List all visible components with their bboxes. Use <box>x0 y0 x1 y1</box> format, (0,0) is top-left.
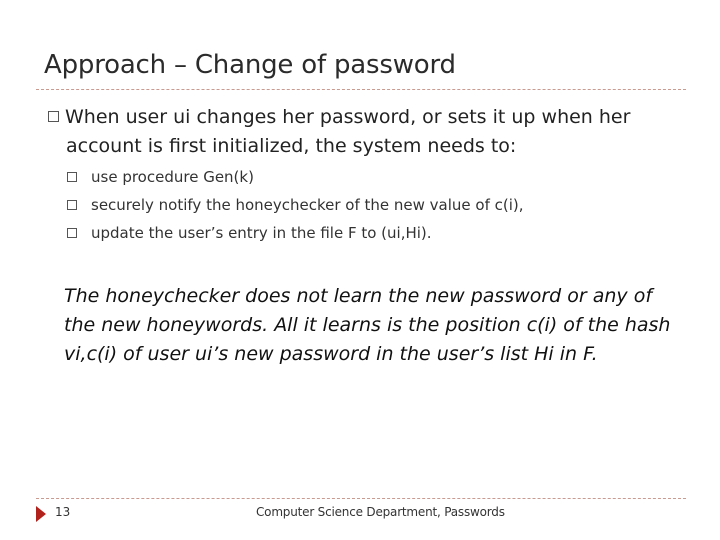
note-line: vi,c(i) of user ui’s new password in the user’s list Hi in F. <box>64 343 598 365</box>
sub-bullet-text: update the user’s entry in the file F to (ui,Hi). <box>91 224 432 242</box>
italic-note <box>64 282 694 369</box>
checkbox-bullet-icon <box>67 228 77 238</box>
checkbox-bullet-icon <box>48 111 59 122</box>
list-item <box>67 191 687 219</box>
main-bullet <box>48 103 688 161</box>
checkbox-bullet-icon <box>67 200 77 210</box>
sub-bullet-text: use procedure Gen(k) <box>91 168 254 186</box>
main-bullet-text-1: When user ui changes her password, or sets it up when her <box>65 106 631 128</box>
sub-bullet-list <box>67 163 687 247</box>
note-line: the new honeywords. All it learns is the position c(i) of the hash <box>64 314 671 336</box>
main-bullet-text-2: account is first initialized, the system needs to: <box>66 135 517 157</box>
title-divider <box>36 89 686 90</box>
checkbox-bullet-icon <box>67 172 77 182</box>
triangle-arrow-icon <box>36 506 46 522</box>
list-item <box>67 163 687 191</box>
page-number: 13 <box>55 505 71 519</box>
slide-title: Approach – Change of password <box>44 50 456 80</box>
sub-bullet-text: securely notify the honeychecker of the new value of c(i), <box>91 196 524 214</box>
footer-divider <box>36 498 686 499</box>
footer-text: Computer Science Department, Passwords <box>256 505 505 519</box>
list-item <box>67 219 687 247</box>
main-bullet-line-1 <box>48 103 688 132</box>
note-line: The honeychecker does not learn the new password or any of <box>64 285 653 307</box>
